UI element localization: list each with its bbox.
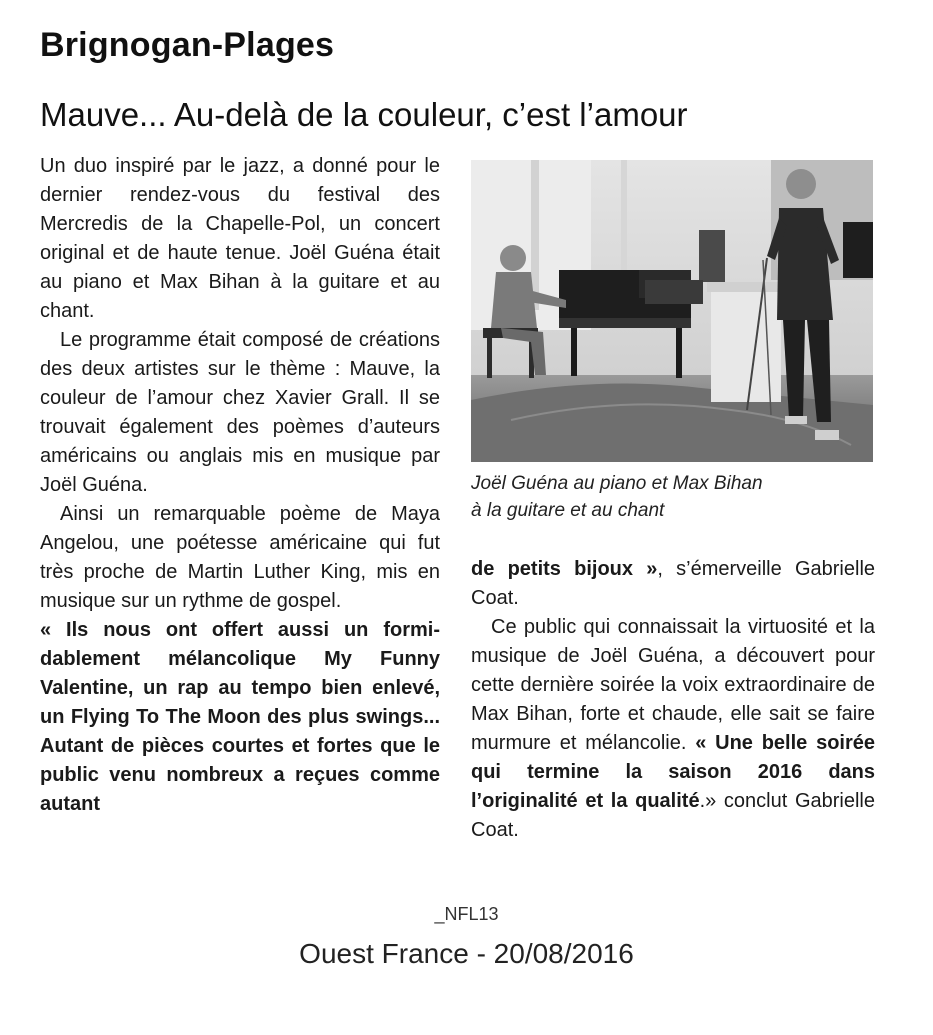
article-headline: Mauve... Au-delà de la couleur, c’est l’amour [40,96,688,133]
source-line: Ouest France - 20/08/2016 [299,938,634,969]
paragraph-intro: Un duo inspiré par le jazz, a donné pour le dernier rendez-vous du festival des Mercredis de la Chapelle-Pol, un concert original et de haute tenue. Joël Guéna était au piano et Max Bihan à la guitare et au chant. [40,155,440,322]
quote-closing-mark: .» [699,790,717,812]
quote-coat-closing: « Une belle soirée qui termine la saison 2016 dans l’originalité et la qualité [471,732,875,812]
quote-attribution: , s’émerveille Gabrielle Coat. [471,558,876,609]
paragraph-quote-end [471,555,875,613]
paragraph-angelou: Ainsi un remarquable poème de Maya Angelou, une poétesse américaine qui fut très proche de Martin Luther King, mis en musique sur un rythme de gospel. [40,503,440,612]
paragraph-conclusion [471,613,875,845]
caption-line-2: à la guitare et au chant [471,500,665,521]
concert-photo-image [471,160,873,462]
paragraph-programme: Le programme était composé de créations des deux artistes sur le thème : Mauve, la couleur de l’amour chez Xavier Grall. Il se trouvait également des poèmes d’auteurs américains ou anglais mis en musique par Joël Guéna. [40,329,440,496]
quote-coat-part2: de petits bijoux » [471,558,658,580]
locality-heading: Brignogan-Plages [40,26,335,64]
concert-photo [471,160,873,462]
reference-code: _NFL13 [434,904,499,924]
conclusion-attribution: conclut Gabrielle Coat. [471,790,875,841]
caption-line-1: Joël Guéna au piano et Max Bihan [471,473,763,494]
conclusion-text: Ce public qui connaissait la virtuosité et la musique de Joël Guéna, a découvert pour cette dernière soirée la voix extraordinaire de Max Bihan, forte et chaude, elle sait se faire murmure et mélancolie. [471,616,875,754]
quote-coat-part1: « Ils nous ont offert aussi un formidablement mélancolique My Funny Valentine, un rap au tempo bien enlevé, un Flying To The Moon des plus swings... Autant de pièces courtes et fortes que le public venu nombreux a reçues comme autant [40,619,440,815]
right-column [471,555,875,845]
left-column [40,152,440,819]
photo-caption [471,470,875,524]
